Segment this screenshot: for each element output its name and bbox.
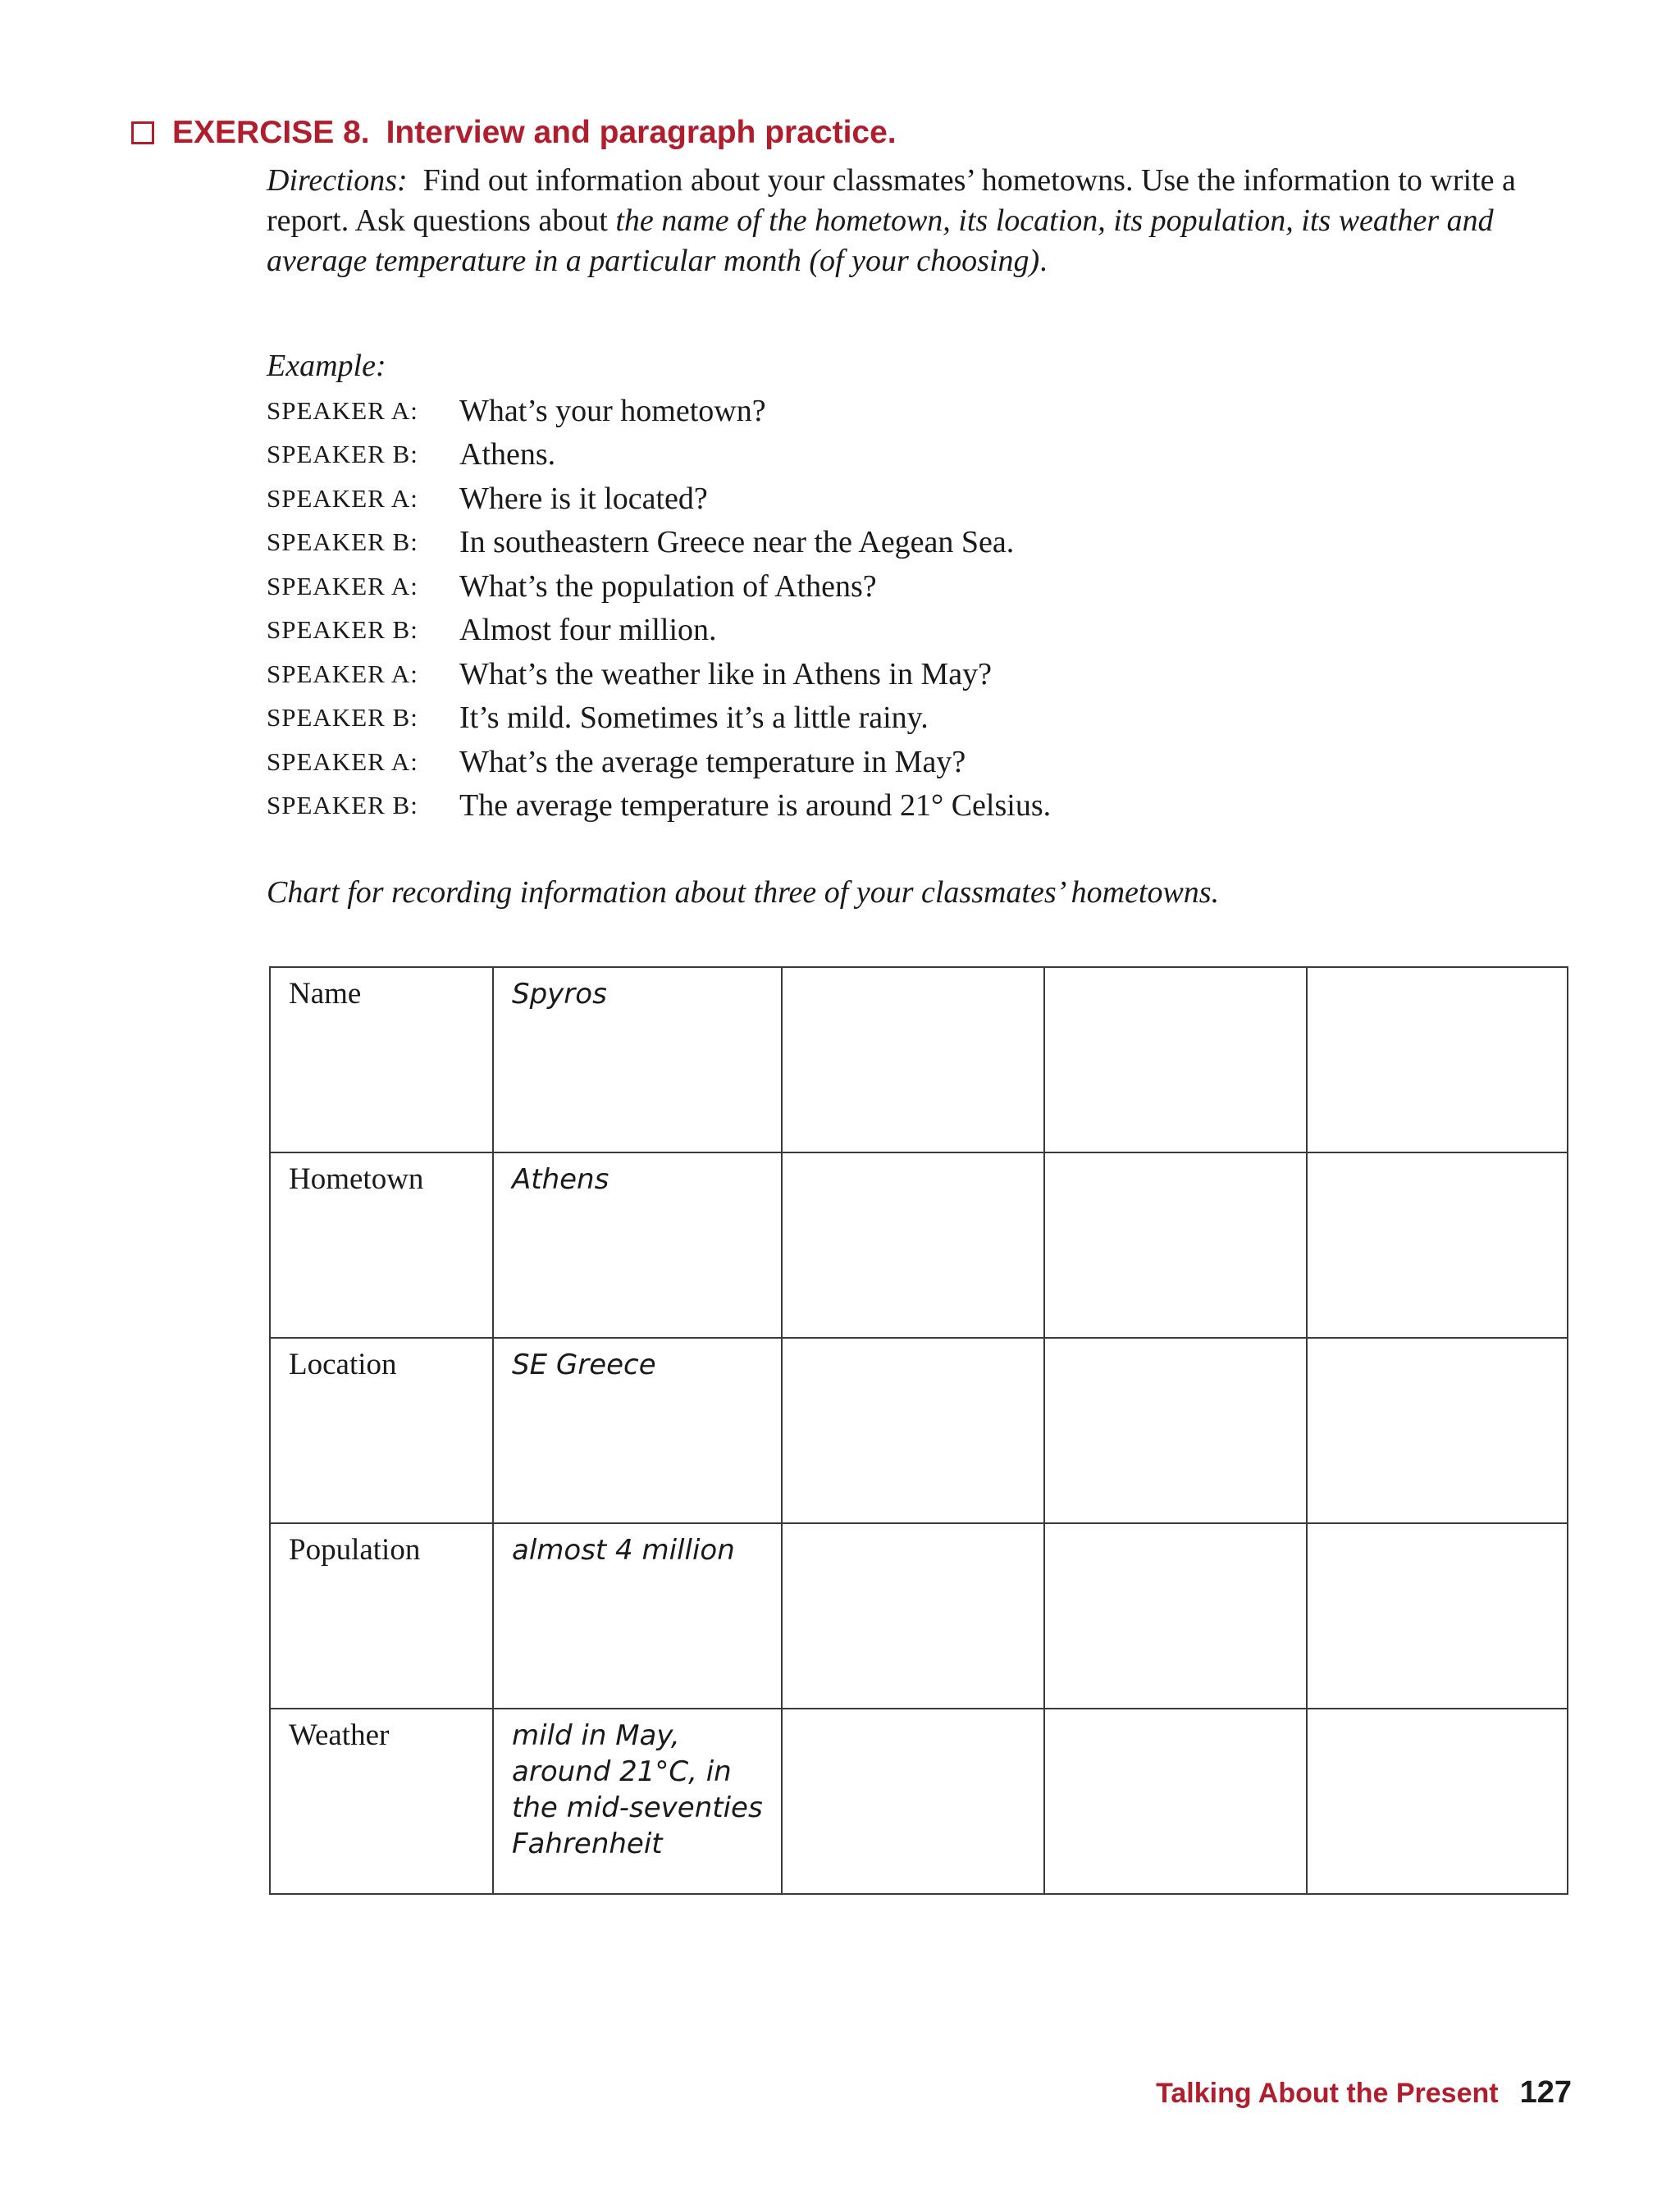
row-label-cell xyxy=(270,1709,493,1894)
row-label: Population xyxy=(289,1533,421,1567)
empty-cell[interactable] xyxy=(1307,1523,1568,1709)
sample-cell xyxy=(493,1152,782,1338)
exercise-checkbox[interactable] xyxy=(131,121,154,144)
sample-value: mild in May, xyxy=(512,1719,680,1752)
row-label-cell xyxy=(270,1152,493,1338)
chart-row-name xyxy=(270,967,1568,1152)
dialogue-text: What’s the weather like in Athens in May? xyxy=(459,656,992,691)
dialogue-line xyxy=(267,740,1051,784)
empty-cell[interactable] xyxy=(782,1709,1044,1894)
empty-cell[interactable] xyxy=(782,1338,1044,1523)
sample-value: almost 4 million xyxy=(512,1534,735,1567)
chart-row-location xyxy=(270,1338,1568,1523)
dialogue-line xyxy=(267,652,1051,696)
footer-title: Talking About the Present xyxy=(1156,2078,1499,2109)
empty-cell[interactable] xyxy=(1307,1709,1568,1894)
chart-row-population xyxy=(270,1523,1568,1709)
exercise-heading xyxy=(131,115,897,151)
sample-cell xyxy=(493,1523,782,1709)
chart-caption: Chart for recording information about three of your classmates’ hometowns. xyxy=(267,875,1220,910)
dialogue-line xyxy=(267,521,1051,565)
sample-value: Spyros xyxy=(512,978,607,1011)
chart-row-hometown xyxy=(270,1152,1568,1338)
dialogue-line xyxy=(267,784,1051,828)
dialogue-text: Where is it located? xyxy=(459,481,708,516)
directions-topics: the name of the hometown, its location, its population, its weather and average temperature in a particular month (of your choosing) xyxy=(267,203,1494,278)
dialogue-text: It’s mild. Sometimes it’s a little rainy. xyxy=(459,701,929,736)
sample-cell xyxy=(493,1338,782,1523)
dialogue-line xyxy=(267,609,1051,653)
dialogue-text: What’s your hometown? xyxy=(459,393,766,428)
example-label: Example: xyxy=(267,349,386,383)
dialogue-text: Athens. xyxy=(459,437,556,472)
empty-cell[interactable] xyxy=(1044,1523,1307,1709)
empty-cell[interactable] xyxy=(782,1152,1044,1338)
row-label-cell xyxy=(270,967,493,1152)
dialogue-text: What’s the population of Athens? xyxy=(459,568,877,604)
sample-value: around 21°C, in xyxy=(512,1755,732,1788)
empty-cell[interactable] xyxy=(1044,1709,1307,1894)
chart-row-weather xyxy=(270,1709,1568,1894)
dialogue-text: In southeastern Greece near the Aegean Sea. xyxy=(459,525,1015,560)
sample-cell xyxy=(493,967,782,1152)
page-footer xyxy=(1156,2075,1572,2111)
directions-paragraph xyxy=(267,161,1546,281)
dialogue-line xyxy=(267,477,1051,521)
dialogue-line xyxy=(267,564,1051,609)
hometown-chart xyxy=(269,966,1568,1895)
empty-cell[interactable] xyxy=(1044,1338,1307,1523)
speaker-label: SPEAKER B: xyxy=(267,527,418,557)
empty-cell[interactable] xyxy=(1307,1338,1568,1523)
sample-cell xyxy=(493,1709,782,1894)
row-label: Location xyxy=(289,1348,397,1381)
sample-value: SE Greece xyxy=(512,1349,656,1381)
page-number: 127 xyxy=(1519,2075,1572,2110)
speaker-label: SPEAKER B: xyxy=(267,615,418,645)
speaker-label: SPEAKER A: xyxy=(267,395,418,425)
dialogue-line xyxy=(267,389,1051,433)
speaker-label: SPEAKER A: xyxy=(267,571,418,600)
speaker-label: SPEAKER B: xyxy=(267,440,418,469)
speaker-label: SPEAKER A: xyxy=(267,746,418,776)
sample-value: Athens xyxy=(512,1163,609,1196)
exercise-number: EXERCISE 8. xyxy=(172,115,370,150)
row-label-cell xyxy=(270,1523,493,1709)
sample-value: Fahrenheit xyxy=(512,1828,663,1860)
dialogue-line xyxy=(267,433,1051,477)
example-dialogue xyxy=(267,389,1051,828)
row-label: Weather xyxy=(289,1718,390,1752)
dialogue-text: Almost four million. xyxy=(459,613,717,648)
speaker-label: SPEAKER B: xyxy=(267,703,418,732)
empty-cell[interactable] xyxy=(1307,1152,1568,1338)
dialogue-line xyxy=(267,696,1051,741)
directions-end: . xyxy=(1039,244,1048,278)
dialogue-text: What’s the average temperature in May? xyxy=(459,744,966,779)
dialogue-text: The average temperature is around 21° Celsius. xyxy=(459,788,1052,824)
speaker-label: SPEAKER A: xyxy=(267,483,418,513)
speaker-label: SPEAKER B: xyxy=(267,791,418,820)
empty-cell[interactable] xyxy=(1044,1152,1307,1338)
speaker-label: SPEAKER A: xyxy=(267,659,418,688)
empty-cell[interactable] xyxy=(782,967,1044,1152)
row-label: Name xyxy=(289,977,362,1011)
exercise-title: Interview and paragraph practice. xyxy=(386,115,897,150)
empty-cell[interactable] xyxy=(782,1523,1044,1709)
directions-text: Find out information about your classmates’ hometowns. Use the information to write a report. Ask questions about xyxy=(267,163,1516,238)
directions-label: Directions: xyxy=(267,163,408,198)
sample-value: the mid-seventies xyxy=(512,1791,763,1824)
empty-cell[interactable] xyxy=(1044,967,1307,1152)
row-label: Hometown xyxy=(289,1162,424,1196)
empty-cell[interactable] xyxy=(1307,967,1568,1152)
row-label-cell xyxy=(270,1338,493,1523)
